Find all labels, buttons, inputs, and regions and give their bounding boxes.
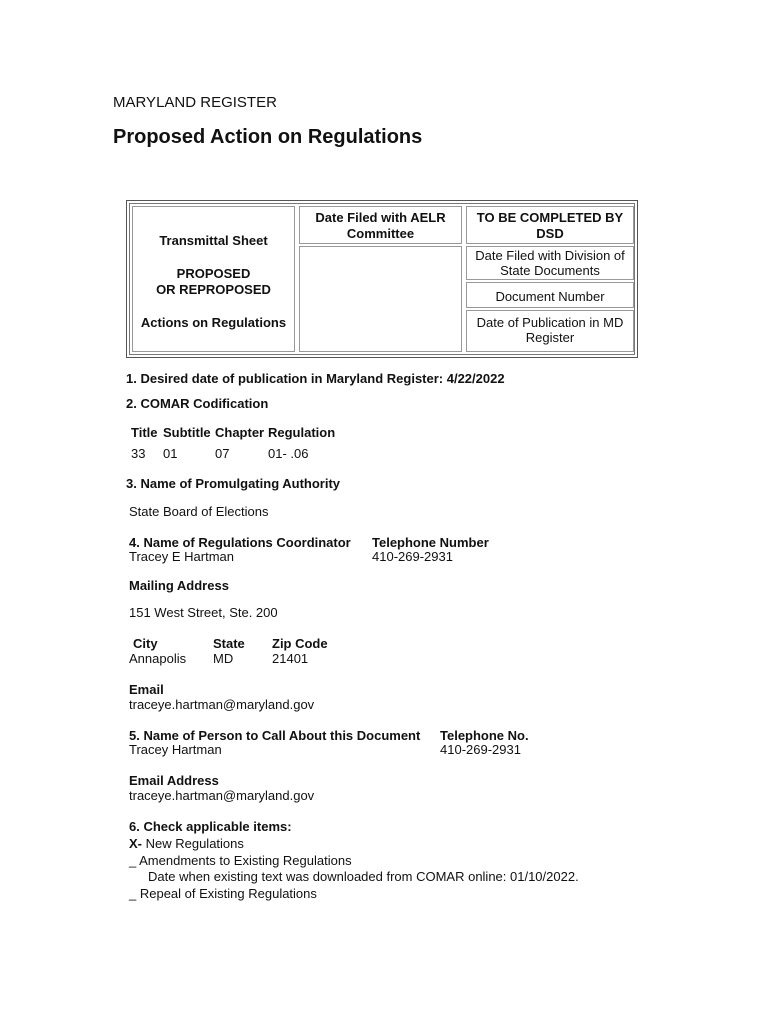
document-number-cell[interactable] [466, 282, 634, 308]
contact-person-name: Tracey Hartman [129, 742, 222, 757]
city-value: Annapolis [129, 651, 187, 666]
new-regulations-item [129, 836, 244, 851]
amendments-item: _ Amendments to Existing Regulations [129, 853, 352, 868]
publication-date-cell[interactable] [466, 310, 634, 352]
dsd-label-1: TO BE COMPLETED BY [476, 210, 624, 225]
state-label: State [213, 636, 245, 651]
col-regulation-header: Regulation [268, 425, 336, 440]
register-header: MARYLAND REGISTER [113, 94, 277, 111]
promulgating-authority-value: State Board of Elections [129, 504, 269, 519]
coordinator-phone: 410-269-2931 [372, 549, 453, 564]
actions-label: Actions on Regulations [140, 315, 287, 330]
division-date-label: Date Filed with Division of [475, 248, 625, 263]
page-title: Proposed Action on Regulations [113, 126, 423, 148]
mailing-address-label: Mailing Address [129, 578, 229, 593]
new-regulations-mark: X- [129, 836, 142, 851]
committee-label: Committee [346, 226, 415, 241]
dsd-label-2: DSD [536, 226, 564, 241]
publication-date-label: Date of Publication in MD [476, 315, 624, 330]
check-items-label: 6. Check applicable items: [129, 819, 292, 834]
coordinator-name: Tracey E Hartman [129, 549, 234, 564]
city-label: City [133, 636, 158, 651]
coordinator-phone-label: Telephone Number [372, 535, 489, 550]
new-regulations-text: New Regulations [142, 836, 244, 851]
col-title-header: Title [131, 425, 158, 440]
transmittal-sheet-label: Transmittal Sheet [159, 233, 268, 248]
subtitle-value: 01 [163, 446, 178, 461]
contact-phone: 410-269-2931 [440, 742, 521, 757]
download-date-note: Date when existing text was downloaded from COMAR online: 01/10/2022. [148, 869, 579, 884]
coordinator-email: traceye.hartman@maryland.gov [129, 697, 315, 712]
regulation-value: 01- .06 [268, 446, 309, 461]
email-address-label: Email Address [129, 773, 219, 788]
reproposed-label: OR REPROPOSED [156, 282, 271, 297]
contact-person-label: 5. Name of Person to Call About this Document [129, 728, 421, 743]
transmittal-cell [132, 206, 295, 352]
contact-phone-label: Telephone No. [440, 728, 529, 743]
street-address: 151 West Street, Ste. 200 [129, 605, 278, 620]
contact-email: traceye.hartman@maryland.gov [129, 788, 315, 803]
document-number-label: Document Number [495, 289, 605, 304]
date-filed-aelr-label: Date Filed with AELR [315, 210, 446, 225]
col-subtitle-header: Subtitle [163, 425, 211, 440]
promulgating-authority-label: 3. Name of Promulgating Authority [126, 476, 341, 491]
date-filed-aelr-field[interactable] [299, 246, 462, 352]
title-value: 33 [131, 446, 146, 461]
register-label: Register [525, 330, 575, 345]
proposed-label: PROPOSED [176, 266, 251, 281]
col-chapter-header: Chapter [215, 425, 265, 440]
division-date-cell[interactable] [466, 246, 634, 280]
repeal-item: _ Repeal of Existing Regulations [129, 886, 317, 901]
state-documents-label: State Documents [500, 263, 600, 278]
chapter-value: 07 [215, 446, 230, 461]
state-value: MD [213, 651, 234, 666]
zip-label: Zip Code [272, 636, 328, 651]
email-label: Email [129, 682, 164, 697]
zip-value: 21401 [272, 651, 309, 666]
coordinator-label: 4. Name of Regulations Coordinator [129, 535, 351, 550]
desired-publication-date: 1. Desired date of publication in Maryland Register: 4/22/2022 [126, 371, 505, 386]
dsd-header-cell [466, 206, 634, 244]
comar-codification-label: 2. COMAR Codification [126, 396, 269, 411]
date-filed-aelr-cell [299, 206, 462, 244]
